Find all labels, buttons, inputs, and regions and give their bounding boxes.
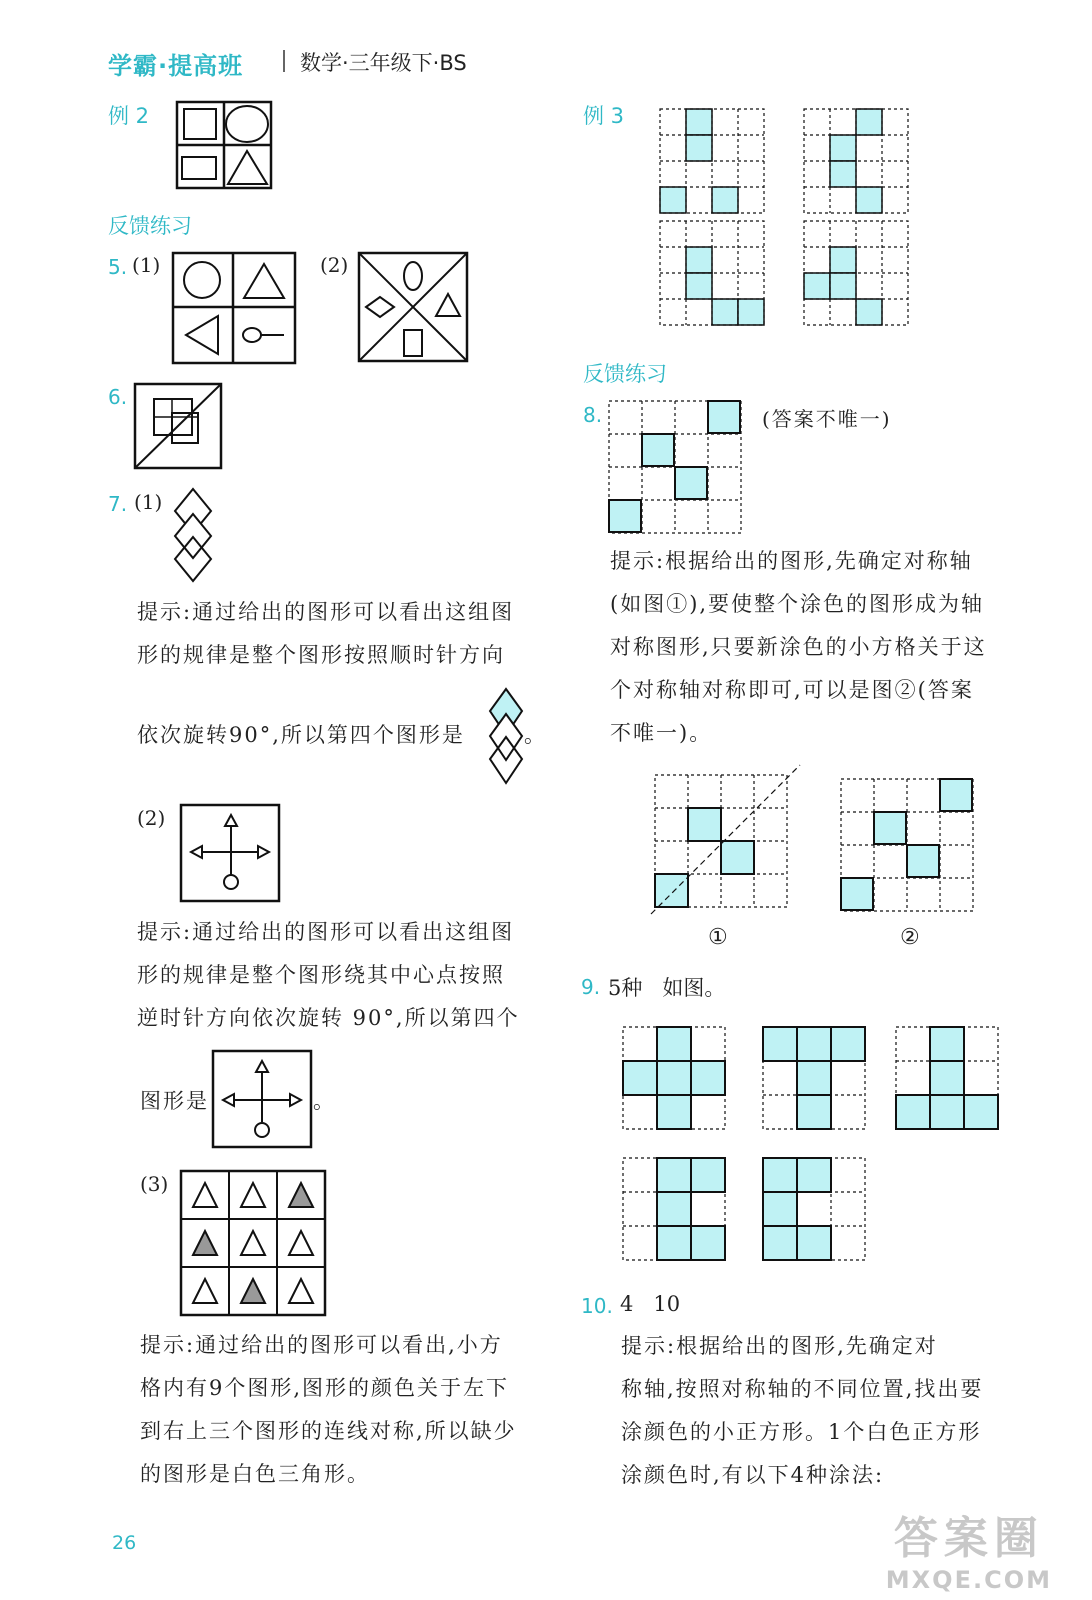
q6-figure <box>134 383 222 469</box>
q8-hint-line-3: 对称图形,只要新涂色的小方格关于这 <box>610 635 987 659</box>
q8-hint <box>610 540 1030 755</box>
q8-answer-grid <box>608 400 742 534</box>
q8-figure-1-axis <box>650 764 802 916</box>
ex3-grid-3 <box>659 220 765 326</box>
q7-answer2-figure <box>212 1050 312 1148</box>
watermark-title: 答案圈 <box>893 1513 1044 1564</box>
q9-grid-1 <box>622 1026 728 1132</box>
q8-figure-2-answer <box>840 778 974 912</box>
q9-grid-4 <box>622 1157 728 1263</box>
q7-hint-2 <box>137 911 557 1040</box>
q8-note: (答案不唯一) <box>762 407 892 431</box>
q7-hint3-line-2: 格内有9个图形,图形的颜色关于左下 <box>140 1376 510 1400</box>
q10-hint-line-3: 涂颜色的小正方形。1个白色正方形 <box>621 1420 982 1444</box>
q7-hint1-end: 。 <box>524 723 547 747</box>
q9-grid-5 <box>762 1157 868 1263</box>
q7-part2-label: (2) <box>137 806 166 830</box>
q7-hint3-line-4: 的图形是白色三角形。 <box>140 1462 370 1486</box>
question-8-number: 8. <box>583 403 603 427</box>
ex3-grid-1 <box>659 108 765 214</box>
ex3-grid-2 <box>803 108 909 214</box>
q7-hint3-line-1: 提示:通过给出的图形可以看出,小方 <box>140 1333 503 1357</box>
q7-part2-figure <box>180 804 280 902</box>
q7-hint-3 <box>140 1324 560 1496</box>
q5-part2-label: (2) <box>320 253 349 277</box>
q7-hint1-line-1: 提示:通过给出的图形可以看出这组图 <box>137 600 515 624</box>
question-6-number: 6. <box>108 385 128 409</box>
feedback-practice-heading-left: 反馈练习 <box>108 214 192 238</box>
question-10-number: 10. <box>581 1294 613 1318</box>
header-divider <box>283 50 285 72</box>
q7-part3-label: (3) <box>140 1172 169 1196</box>
ex3-grid-4 <box>803 220 909 326</box>
q7-hint2-line-1: 提示:通过给出的图形可以看出这组图 <box>137 920 515 944</box>
question-7-number: 7. <box>108 492 128 516</box>
q7-part3-figure <box>180 1170 326 1316</box>
q8-hint-line-4: 个对称轴对称即可,可以是图②(答案 <box>610 678 974 702</box>
q7-hint1-line-2: 形的规律是整个图形按照顺时针方向 <box>137 643 505 667</box>
q8-hint-line-5: 不唯一)。 <box>610 721 713 745</box>
question-9-number: 9. <box>581 975 601 999</box>
q7-answer1-figure <box>488 688 524 784</box>
book-subtitle: 数学·三年级下·BS <box>300 51 467 75</box>
q7-hint2-line-3: 逆时针方向依次旋转 90°,所以第四个 <box>137 1006 520 1030</box>
q5-part1-figure <box>172 252 296 364</box>
q7-hint2-end: 。 <box>313 1089 336 1113</box>
q5-part1-label: (1) <box>132 253 161 277</box>
q7-part1-label: (1) <box>134 490 163 514</box>
q7-hint2-line-2: 形的规律是整个图形绕其中心点按照 <box>137 963 505 987</box>
watermark-url: MXQE.COM <box>885 1566 1052 1594</box>
q7-hint2-tail: 图形是 <box>140 1089 209 1113</box>
watermark-logo <box>886 1502 1052 1594</box>
q8-hint-line-1: 提示:根据给出的图形,先确定对称轴 <box>610 549 973 573</box>
q9-grid-2 <box>762 1026 868 1132</box>
q7-part1-figure <box>173 488 213 582</box>
example-2-label: 例 2 <box>108 104 150 128</box>
q7-hint-1 <box>137 591 557 677</box>
q8-figure-2-label: ② <box>900 925 920 950</box>
example-2-figure <box>176 101 272 189</box>
example-3-label: 例 3 <box>583 104 625 128</box>
q10-hint <box>621 1325 1041 1497</box>
q7-hint1-tail: 依次旋转90°,所以第四个图形是 <box>137 723 465 747</box>
q9-answer-text: 5种 如图。 <box>608 976 726 1000</box>
q8-figure-1-label: ① <box>708 925 728 950</box>
q8-hint-line-2: (如图①),要使整个涂色的图形成为轴 <box>610 592 985 616</box>
page-number: 26 <box>112 1532 137 1554</box>
brand-logo: 学霸·提高班 <box>108 52 244 80</box>
question-5-number: 5. <box>108 255 128 279</box>
q5-part2-figure <box>358 252 468 362</box>
q10-hint-line-1: 提示:根据给出的图形,先确定对 <box>621 1334 938 1358</box>
q7-hint3-line-3: 到右上三个图形的连线对称,所以缺少 <box>140 1419 517 1443</box>
q10-hint-line-4: 涂颜色时,有以下4种涂法: <box>621 1463 885 1487</box>
q9-grid-3 <box>895 1026 1001 1132</box>
feedback-practice-heading-right: 反馈练习 <box>583 362 667 386</box>
q10-hint-line-2: 称轴,按照对称轴的不同位置,找出要 <box>621 1377 984 1401</box>
q10-answer-text: 4 10 <box>620 1292 681 1316</box>
